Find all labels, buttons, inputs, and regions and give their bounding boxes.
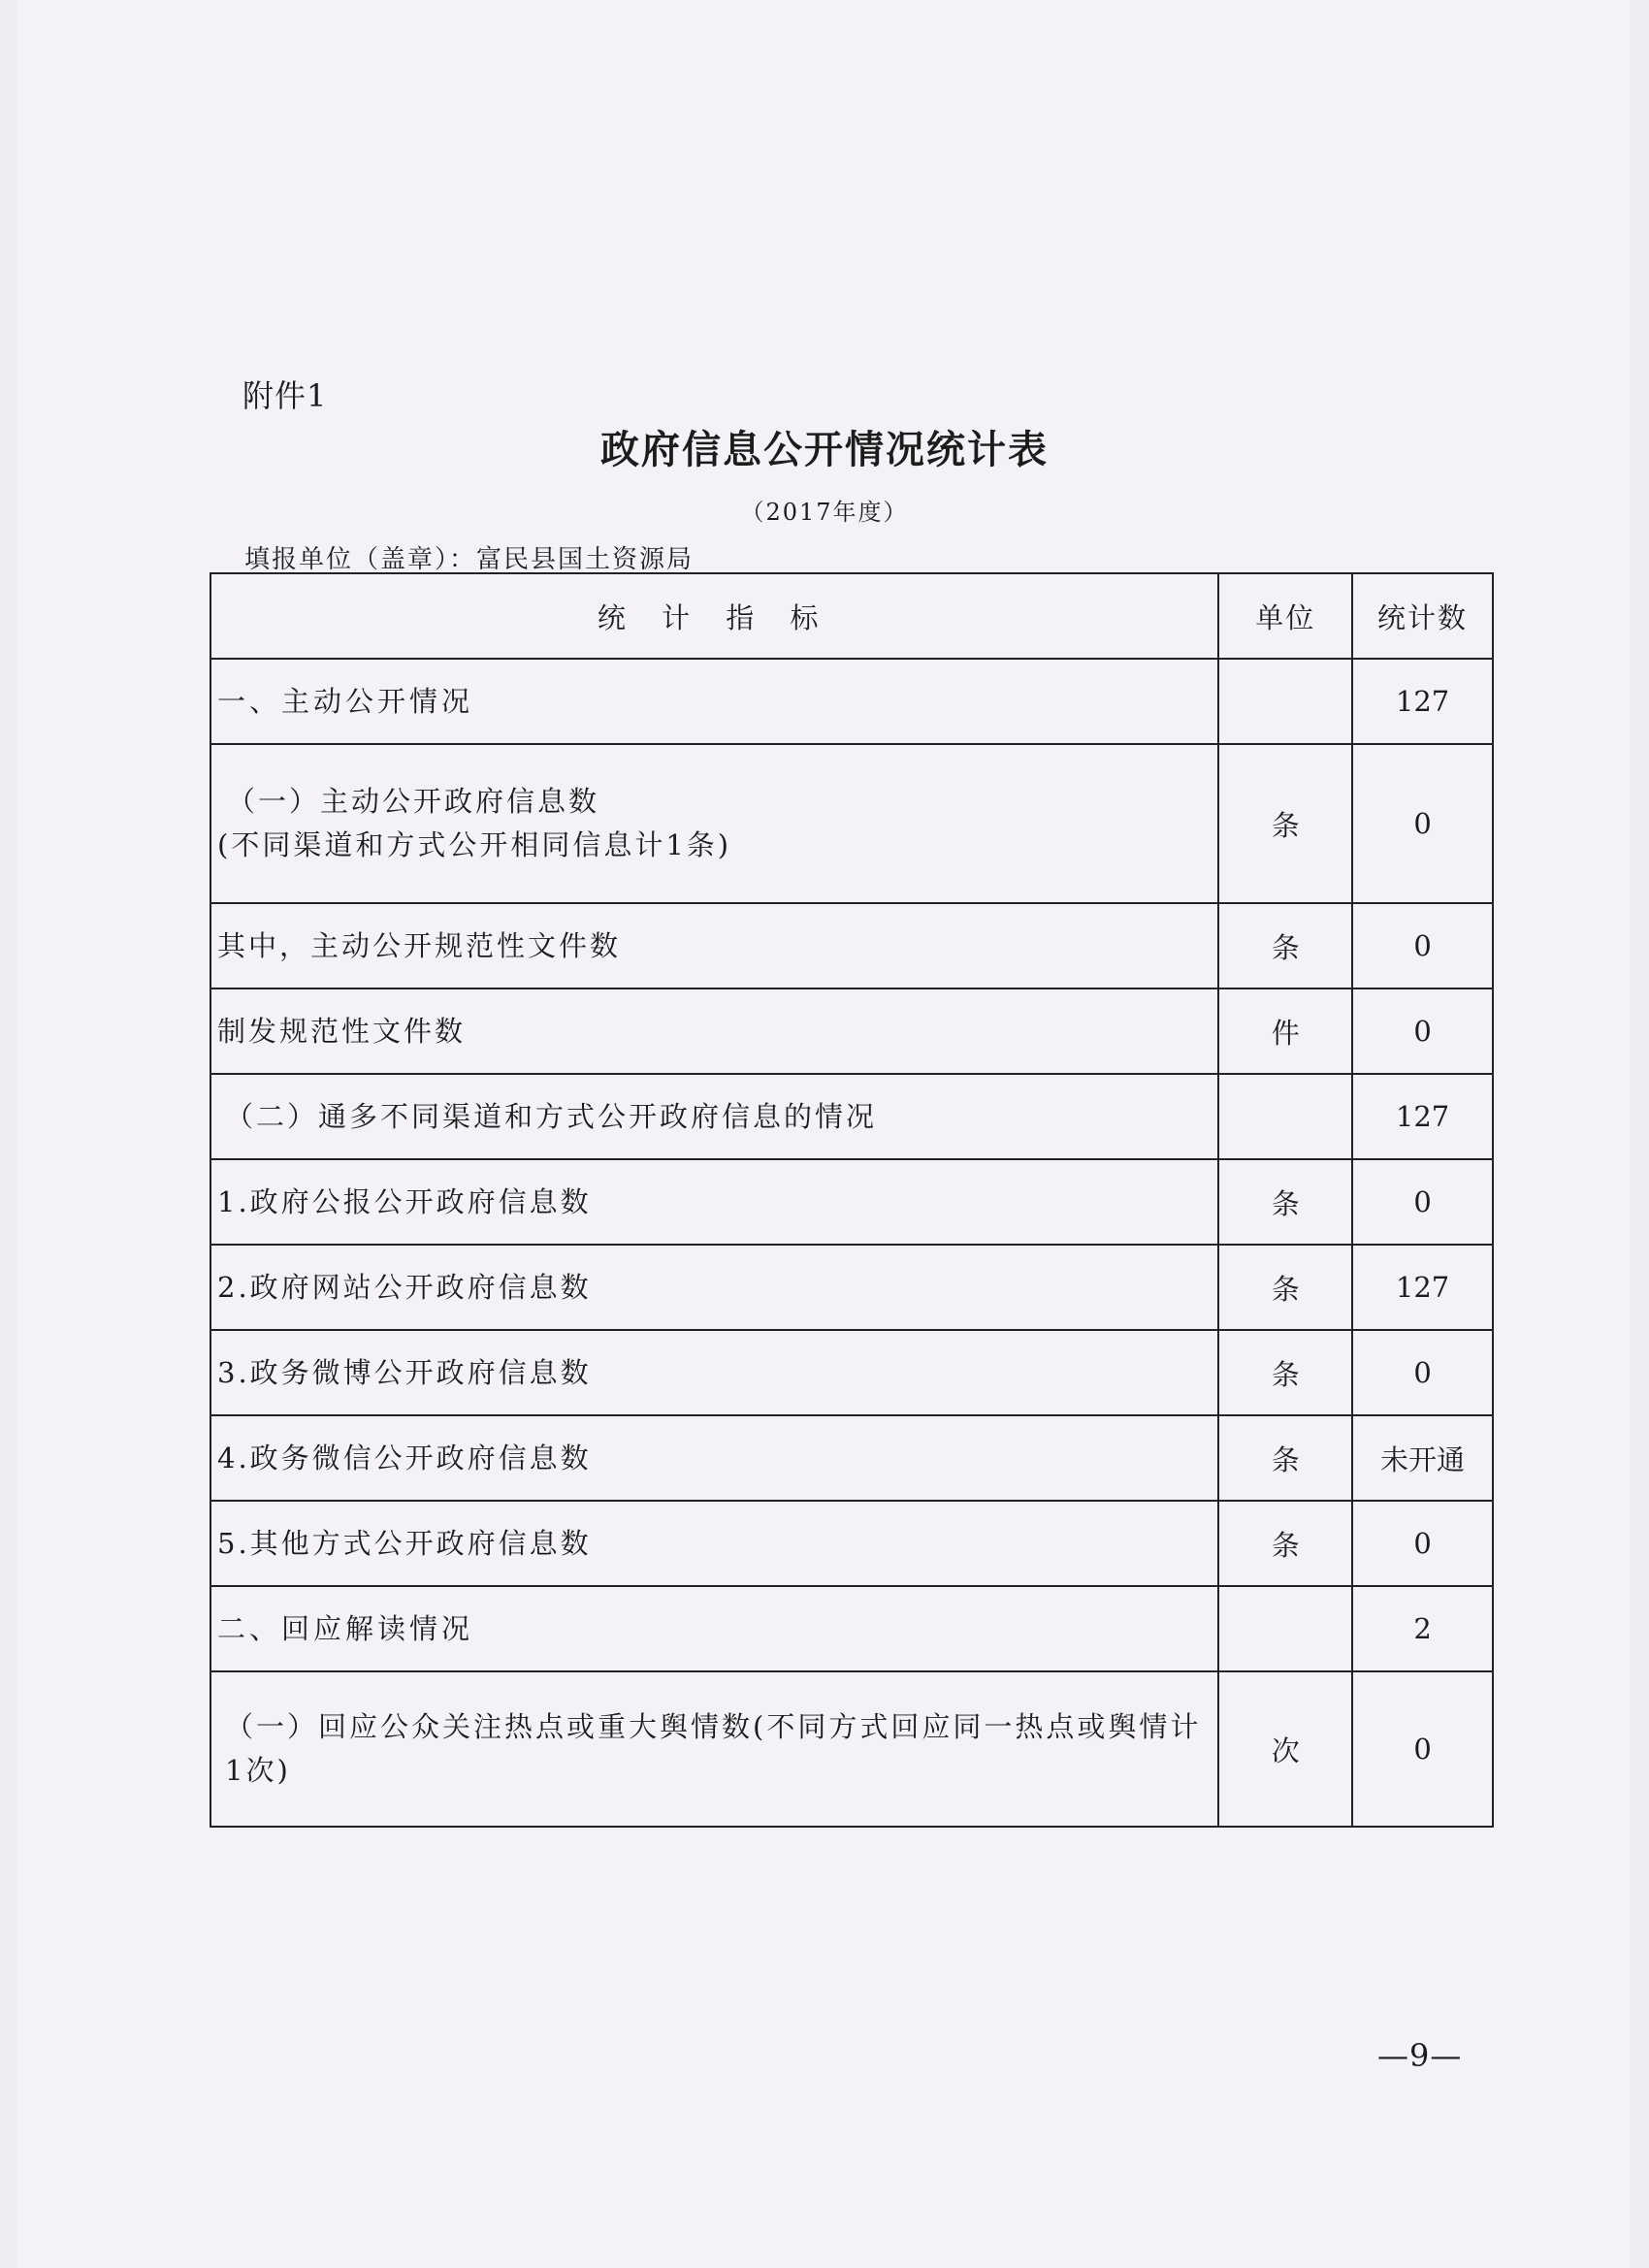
header-indicator: 统 计 指 标 — [210, 573, 1218, 659]
indicator-cell — [210, 744, 1218, 903]
unit-cell: 次 — [1218, 1671, 1352, 1827]
indicator-cell: 1.政府公报公开政府信息数 — [210, 1159, 1218, 1245]
table-row — [210, 1501, 1493, 1586]
value-cell: 0 — [1352, 1330, 1493, 1415]
unit-cell: 条 — [1218, 1415, 1352, 1501]
indicator-line: (不同渠道和方式公开相同信息计1条) — [217, 828, 732, 861]
unit-cell: 条 — [1218, 1159, 1352, 1245]
value-cell: 127 — [1352, 1074, 1493, 1159]
filing-unit: 填报单位（盖章）：富民县国土资源局 — [244, 545, 695, 574]
value-cell: 0 — [1352, 1159, 1493, 1245]
unit-cell — [1218, 659, 1352, 744]
attachment-label: 附件1 — [242, 377, 328, 414]
indicator-cell: 制发规范性文件数 — [210, 988, 1218, 1074]
statistics-table — [210, 572, 1494, 1828]
value-cell: 未开通 — [1352, 1415, 1493, 1501]
unit-cell: 条 — [1218, 903, 1352, 988]
indicator-cell: （二）通多不同渠道和方式公开政府信息的情况 — [210, 1074, 1218, 1159]
unit-cell: 条 — [1218, 744, 1352, 903]
table-row — [210, 744, 1493, 903]
indicator-cell: 一、主动公开情况 — [210, 659, 1218, 744]
value-cell: 0 — [1352, 1501, 1493, 1586]
header-unit: 单位 — [1218, 573, 1352, 659]
table-row — [210, 1245, 1493, 1330]
indicator-cell: 3.政务微博公开政府信息数 — [210, 1330, 1218, 1415]
value-cell: 0 — [1352, 988, 1493, 1074]
year-note: （2017年度） — [740, 499, 909, 526]
value-cell: 2 — [1352, 1586, 1493, 1671]
unit-cell — [1218, 1586, 1352, 1671]
unit-cell: 条 — [1218, 1330, 1352, 1415]
table-row — [210, 1330, 1493, 1415]
page-title: 政府信息公开情况统计表 — [600, 428, 1049, 472]
header-value: 统计数 — [1352, 573, 1493, 659]
table-row — [210, 1415, 1493, 1501]
indicator-cell: 4.政务微信公开政府信息数 — [210, 1415, 1218, 1501]
table-row — [210, 659, 1493, 744]
indicator-line: （一）主动公开政府信息数 — [227, 785, 600, 819]
unit-cell — [1218, 1074, 1352, 1159]
table-header-row — [210, 573, 1493, 659]
table-row — [210, 1671, 1493, 1827]
value-cell: 0 — [1352, 903, 1493, 988]
indicator-cell: 5.其他方式公开政府信息数 — [210, 1501, 1218, 1586]
table-row — [210, 1586, 1493, 1671]
value-cell: 0 — [1352, 744, 1493, 903]
table-row — [210, 1074, 1493, 1159]
indicator-cell: 其中，主动公开规范性文件数 — [210, 903, 1218, 988]
table-row — [210, 1159, 1493, 1245]
value-cell: 0 — [1352, 1671, 1493, 1827]
unit-cell: 条 — [1218, 1501, 1352, 1586]
value-cell: 127 — [1352, 1245, 1493, 1330]
indicator-cell: 二、回应解读情况 — [210, 1586, 1218, 1671]
value-cell: 127 — [1352, 659, 1493, 744]
unit-cell: 件 — [1218, 988, 1352, 1074]
indicator-cell: 2.政府网站公开政府信息数 — [210, 1245, 1218, 1330]
table-row — [210, 988, 1493, 1074]
table-row — [210, 903, 1493, 988]
unit-cell: 条 — [1218, 1245, 1352, 1330]
indicator-cell: （一）回应公众关注热点或重大舆情数(不同方式回应同一热点或舆情计1次) — [210, 1671, 1218, 1827]
page-number: —9— — [1377, 2037, 1463, 2074]
